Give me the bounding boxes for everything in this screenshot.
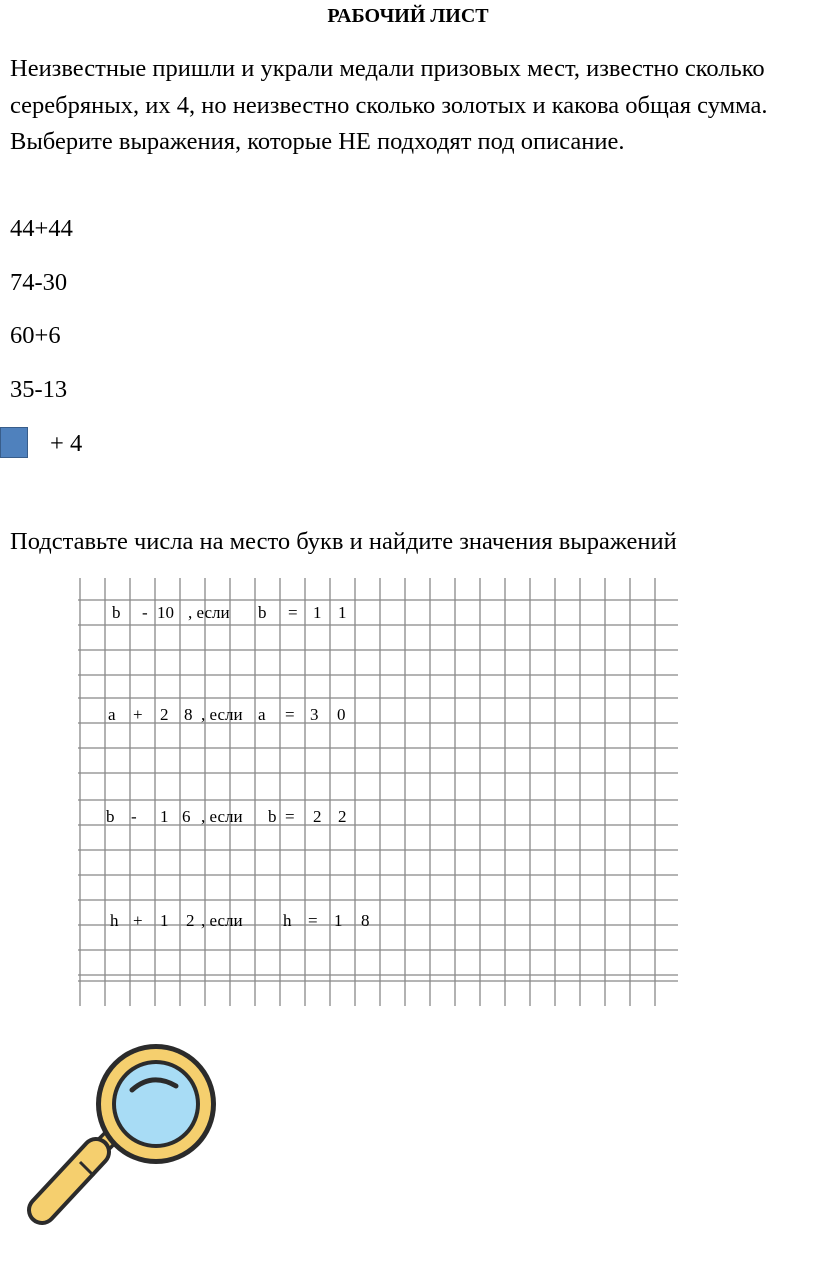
expression-row-2-cell: + <box>133 705 143 724</box>
expression-row-3-cell: 2 <box>313 807 322 826</box>
expression-row-4-cell: 8 <box>361 911 370 930</box>
expression-option-4: 35-13 <box>10 376 68 403</box>
expression-row-4-cell: 1 <box>334 911 343 930</box>
expression-option-3: 60+6 <box>10 322 61 349</box>
expression-row-3-cell: , если <box>201 807 243 826</box>
expression-row-4-cell: = <box>308 911 318 930</box>
expression-row-3-cell: b <box>106 807 115 826</box>
expression-row-3-cell: 6 <box>182 807 191 826</box>
expression-option-2: 74-30 <box>10 269 68 296</box>
expression-option-1: 44+44 <box>10 215 73 242</box>
unknown-value-square <box>0 427 28 458</box>
expression-row-2-cell: a <box>258 705 266 724</box>
expression-row-1-cell: - <box>142 603 148 622</box>
expression-row-3-cell: 1 <box>160 807 169 826</box>
expression-row-4-cell: + <box>133 911 143 930</box>
expression-row-4-cell: h <box>110 911 119 930</box>
expression-row-1-cell: 10 <box>157 603 174 622</box>
expression-option-5-suffix: + 4 <box>50 430 83 457</box>
magnifier-lens <box>96 1044 216 1164</box>
worksheet-title: РАБОЧИЙ ЛИСТ <box>327 5 489 27</box>
magnifier-handle <box>42 1136 112 1210</box>
expression-row-4-cell: 2 <box>186 911 195 930</box>
expression-row-2-cell: 3 <box>310 705 319 724</box>
expression-row-1-cell: , если <box>188 603 230 622</box>
expression-row-2-cell: = <box>285 705 295 724</box>
expression-row-2-cell: 2 <box>160 705 169 724</box>
expression-row-2-cell: a <box>108 705 116 724</box>
expression-row-1-cell: = <box>288 603 298 622</box>
squared-paper-grid <box>78 578 678 1006</box>
expression-row-3-cell: b <box>268 807 277 826</box>
expression-row-4-cell: 1 <box>160 911 169 930</box>
magnifying-glass-icon <box>20 1038 220 1238</box>
expression-row-4-cell: , если <box>201 911 243 930</box>
task2-description: Подставьте числа на место букв и найдите значения выражений <box>10 528 677 555</box>
expression-row-4-cell: h <box>283 911 292 930</box>
expression-row-3-cell: 2 <box>338 807 347 826</box>
expression-row-2-cell: , если <box>201 705 243 724</box>
expression-row-1-cell: 1 <box>313 603 322 622</box>
task1-description: Неизвестные пришли и украли медали призовых мест, известно сколько серебряных, их 4, но неизвестно сколько золотых и какова общая сумма. Выберите выражения, которые НЕ подходят под описание. <box>10 55 768 155</box>
expression-row-3-cell: - <box>131 807 137 826</box>
expression-row-1-cell: b <box>258 603 267 622</box>
expression-row-2-cell: 0 <box>337 705 346 724</box>
expression-row-1-cell: 1 <box>338 603 347 622</box>
expression-row-2-cell: 8 <box>184 705 193 724</box>
expression-row-1-cell: b <box>112 603 121 622</box>
expression-row-3-cell: = <box>285 807 295 826</box>
